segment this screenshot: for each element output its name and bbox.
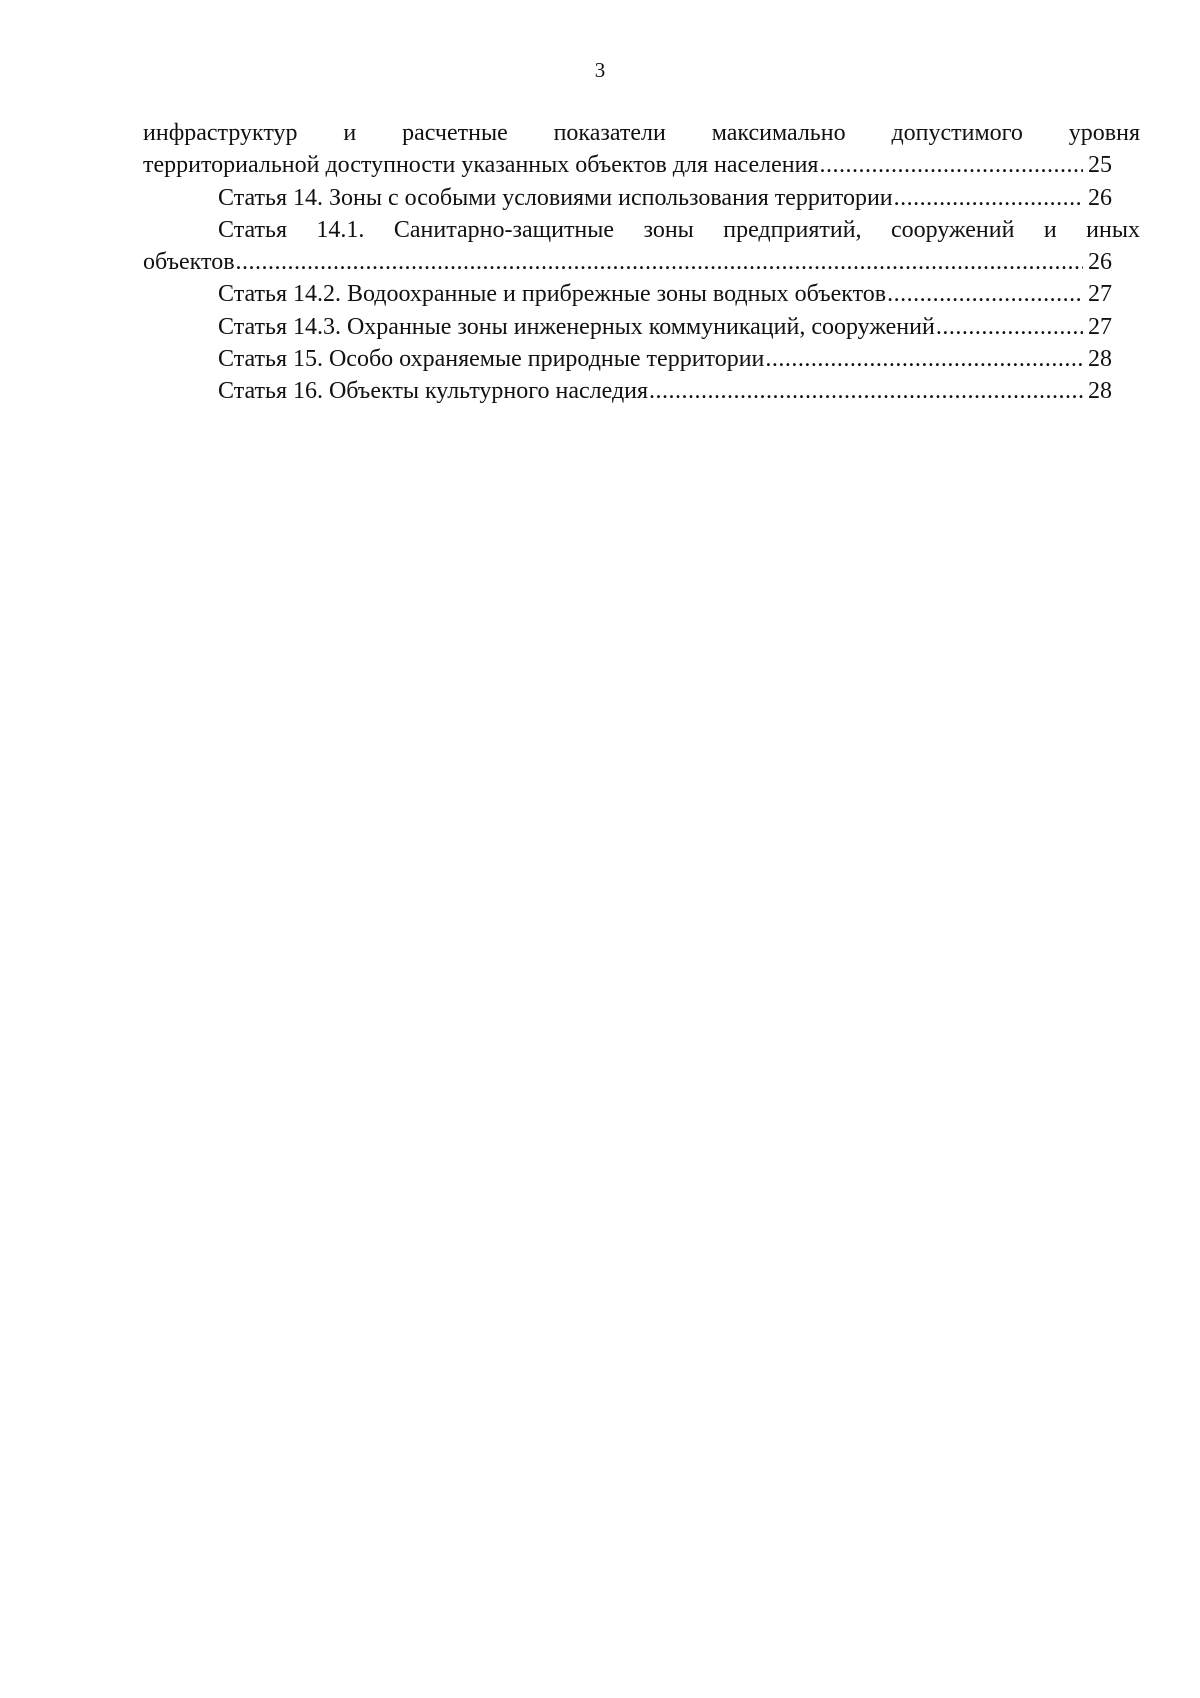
toc-page-number: 28: [1088, 378, 1112, 405]
toc-entry-last-line: [143, 343, 1112, 375]
toc-page-number: 26: [1088, 249, 1112, 276]
toc-entry-text: объектов: [143, 249, 235, 276]
toc-entry-last-line: [143, 375, 1112, 407]
toc-entry-text: Статья 14.2. Водоохранные и прибрежные зоны водных объектов: [218, 281, 887, 308]
toc-page-number: 27: [1088, 281, 1112, 308]
dot-leader: [887, 278, 1083, 310]
toc-entry-text-line-1: Статья 14.1. Санитарно-защитные зоны предприятий, сооружений и иных: [218, 216, 1140, 243]
dot-leader: [894, 182, 1083, 214]
dot-leader: [765, 343, 1083, 375]
toc-entry-last-line: [143, 246, 1112, 278]
dot-leader: [649, 375, 1083, 407]
toc-page-number: 28: [1088, 346, 1112, 373]
toc-entry-text: территориальной доступности указанных объектов для населения: [143, 152, 819, 179]
dot-leader: [819, 149, 1083, 181]
toc-entry-text-line-1: инфраструктур и расчетные показатели максимально допустимого уровня: [143, 120, 1140, 146]
toc-entry-article-15: [143, 343, 1140, 375]
toc-entry-article-14-3: [143, 311, 1140, 343]
dot-leader: [236, 246, 1083, 278]
toc-page-number: 25: [1088, 152, 1112, 179]
toc-entry-text: Статья 16. Объекты культурного наследия: [218, 378, 649, 405]
dot-leader: [936, 311, 1083, 343]
toc-entry-article-14-2: [143, 278, 1140, 310]
toc-entry-infrastructure: [143, 117, 1140, 182]
toc-entry-last-line: [143, 182, 1112, 214]
table-of-contents: [143, 117, 1140, 408]
toc-entry-article-14: [143, 182, 1140, 214]
page-number: 3: [594, 58, 606, 82]
toc-entry-text: Статья 14. Зоны с особыми условиями использования территории: [218, 184, 893, 211]
toc-page-number: 26: [1088, 184, 1112, 211]
toc-entry-text: Статья 15. Особо охраняемые природные территории: [218, 346, 765, 373]
toc-entry-last-line: [143, 278, 1112, 310]
toc-entry-last-line: [143, 149, 1112, 181]
toc-entry-article-14-1: [143, 214, 1140, 279]
toc-entry-article-16: [143, 375, 1140, 407]
toc-entry-last-line: [143, 311, 1112, 343]
toc-page-number: 27: [1088, 313, 1112, 340]
toc-entry-text: Статья 14.3. Охранные зоны инженерных коммуникаций, сооружений: [218, 313, 935, 340]
